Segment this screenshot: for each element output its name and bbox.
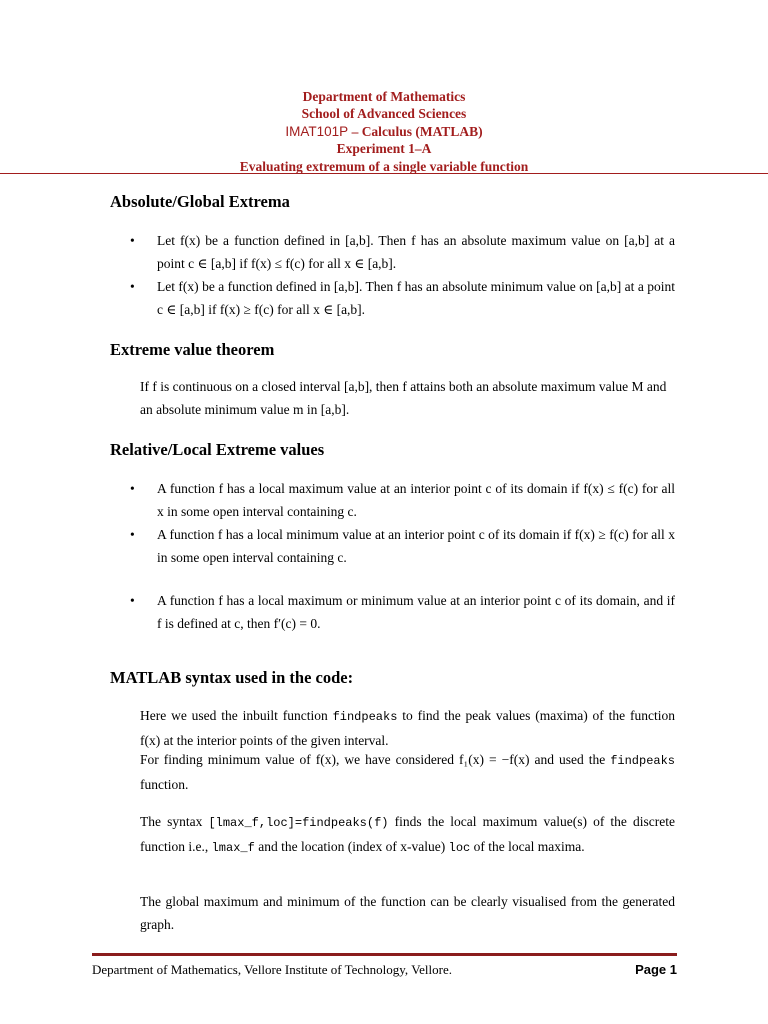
code-findpeaks: findpeaks <box>332 710 398 724</box>
code-loc: loc <box>448 841 471 855</box>
header-department: Department of Mathematics <box>302 89 466 104</box>
matlab-paragraph-1 <box>140 704 675 752</box>
list-item-text: A function f has a local maximum or minimum value at an interior point c of its domain, and if f is defined at c, then f′(c) = 0. <box>157 593 675 631</box>
list-item <box>110 275 675 321</box>
footer-text: Department of Mathematics, Vellore Institute of Technology, Vellore. <box>92 962 452 977</box>
course-code: IMAT101P <box>285 123 349 139</box>
header-experiment: Experiment 1–A <box>336 141 432 157</box>
footer-rule <box>92 953 677 956</box>
evt-paragraph: If f is continuous on a closed interval [a,b], then f attains both an absolute maximum value M and an absolute minimum value m in [a,b]. <box>140 379 667 417</box>
section-title-absolute: Absolute/Global Extrema <box>110 192 290 211</box>
list-item <box>110 523 675 569</box>
page-footer <box>92 962 677 978</box>
section-title-relative: Relative/Local Extreme values <box>110 440 325 459</box>
text-run: of the local maxima. <box>470 839 585 854</box>
bullet-icon: • <box>130 481 135 496</box>
header-title: Evaluating extremum of a single variable function <box>239 158 529 174</box>
bullet-icon: • <box>130 279 135 294</box>
text-run: to find the peak values (maxima) of the function f(x) at the interior points of the given interval. <box>140 708 675 748</box>
text-run: Here we used the inbuilt function <box>140 708 333 723</box>
code-findpeaks: findpeaks <box>610 754 675 768</box>
section-title-matlab: MATLAB syntax used in the code: <box>110 668 354 687</box>
matlab-paragraph-3 <box>140 810 675 860</box>
text-run: function. <box>140 777 189 792</box>
page-number: Page 1 <box>635 962 677 977</box>
text-run: The syntax <box>140 814 209 829</box>
list-item-text: A function f has a local minimum value at an interior point c of its domain if f(x) ≥ f(c) for all x in some open interval containing c. <box>157 527 675 565</box>
text-run: finds the local maximum value(s) of the discrete function i.e., <box>140 814 675 854</box>
matlab-paragraph-2 <box>140 748 675 796</box>
document-header <box>0 88 768 175</box>
absolute-extrema-list <box>110 229 675 321</box>
course-name: – Calculus (MATLAB) <box>348 123 483 139</box>
list-item-text: Let f(x) be a function defined in [a,b]. Then f has an absolute minimum value on [a,b] at a point c ∈ [a,b] if f(x) ≥ f(c) for all x ∈ [a,b]. <box>157 279 675 317</box>
text-run: and the location (index of x-value) <box>254 839 449 854</box>
header-rule <box>0 173 768 174</box>
bullet-icon: • <box>130 527 135 542</box>
text-run: For finding minimum value of f(x), we have considered f₁(x) = −f(x) and used the <box>140 752 611 767</box>
header-school: School of Advanced Sciences <box>301 106 467 122</box>
code-lmax: lmax_f <box>211 841 255 855</box>
header-course <box>0 123 768 140</box>
list-item-text: A function f has a local maximum value at an interior point c of its domain if f(x) ≤ f(c) for all x in some open interval containing c. <box>157 481 675 519</box>
list-item <box>110 589 675 635</box>
matlab-paragraph-4: The global maximum and minimum of the function can be clearly visualised from the generated graph. <box>140 894 675 932</box>
list-item <box>110 477 675 523</box>
bullet-icon: • <box>130 593 135 608</box>
code-syntax: [lmax_f,loc]=findpeaks(f) <box>208 816 389 830</box>
relative-extrema-list <box>110 477 675 635</box>
section-title-evt: Extreme value theorem <box>110 340 275 359</box>
list-item <box>110 229 675 275</box>
bullet-icon: • <box>130 233 135 248</box>
list-item-text: Let f(x) be a function defined in [a,b]. Then f has an absolute maximum value on [a,b] at a point c ∈ [a,b] if f(x) ≤ f(c) for all x ∈ [a,b]. <box>157 233 675 271</box>
